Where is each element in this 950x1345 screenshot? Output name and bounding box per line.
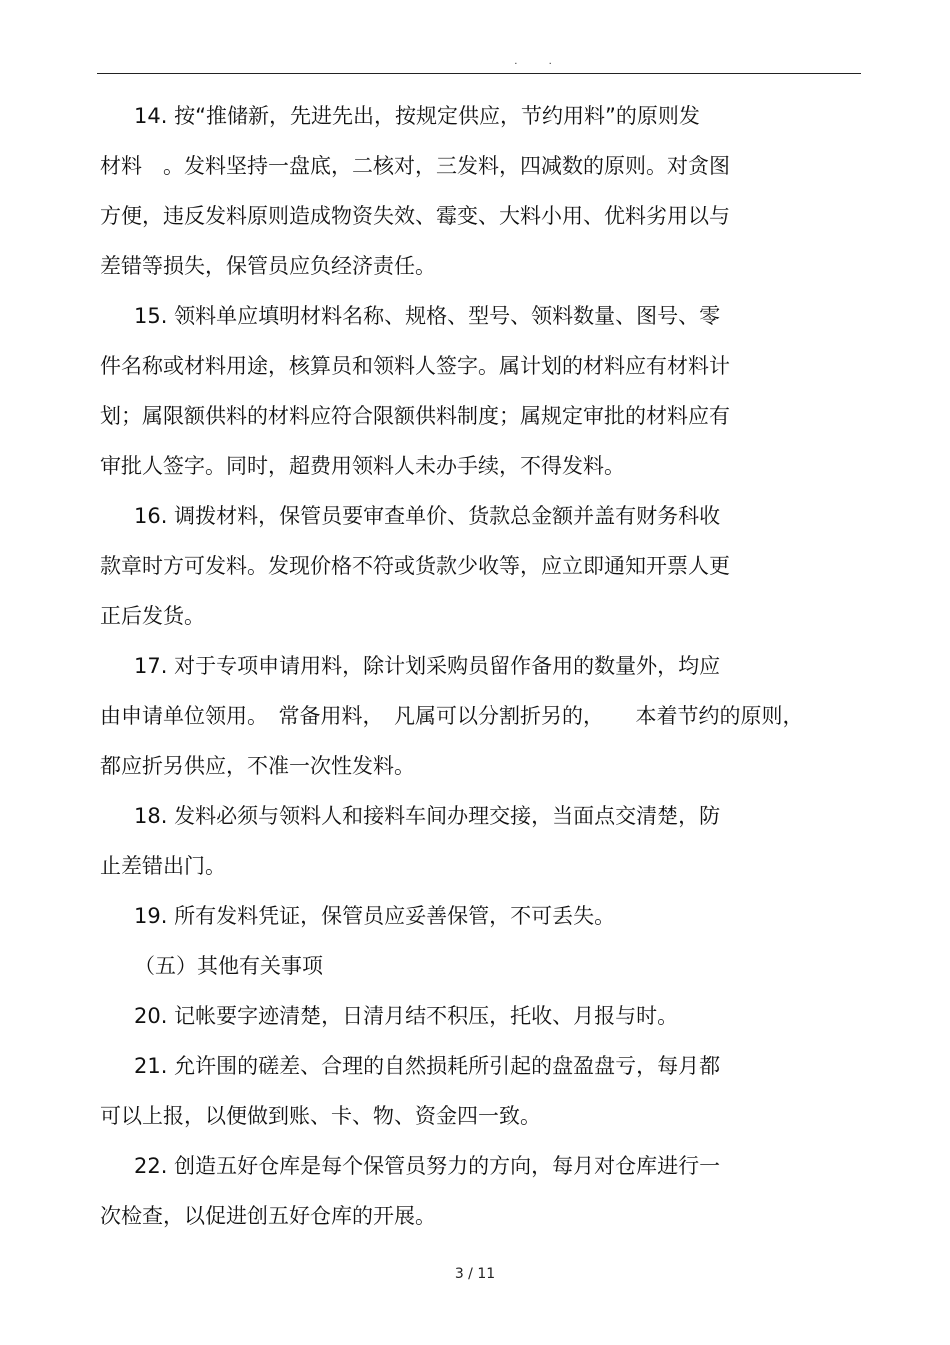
paragraph-16: [100, 497, 840, 647]
paragraph-19: [100, 897, 840, 947]
text-line: 审批人签字。同时，超费用领料人未办手续，不得发料。: [100, 454, 625, 478]
header-divider: [97, 73, 861, 74]
text-line: 止差错出门。: [100, 854, 226, 878]
text-line: 款章时方可发料。发现价格不符或货款少收等，应立即通知开票人更: [100, 554, 730, 578]
paragraph-15: [100, 297, 840, 497]
text-line: 件名称或材料用途，核算员和领料人签字。属计划的材料应有材料计: [100, 354, 730, 378]
text-line: 次检查，以促进创五好仓库的开展。: [100, 1204, 436, 1228]
paragraph-22: [100, 1147, 840, 1247]
text-line: 18. 发料必须与领料人和接料车间办理交接，当面点交清楚，防: [134, 804, 721, 828]
text-line: 17. 对于专项申请用料，除计划采购员留作备用的数量外，均应: [134, 654, 721, 678]
paragraph-21: [100, 1047, 840, 1147]
text-line: 由申请单位领用。 常备用料， 凡属可以分割折另的， 本着节约的原则，: [100, 704, 804, 728]
section-heading: （五）其他有关事项: [134, 954, 323, 978]
paragraph-20: [100, 997, 840, 1047]
section-heading-5: [100, 947, 840, 997]
text-line: 材料 。发料坚持一盘底，二核对，三发料，四减数的原则。对贪图: [100, 154, 730, 178]
text-line: 方便，违反发料原则造成物资失效、霉变、大料小用、优料劣用以与: [100, 204, 730, 228]
text-line: 22. 创造五好仓库是每个保管员努力的方向，每月对仓库进行一: [134, 1154, 721, 1178]
text-line: 21. 允许围的磋差、合理的自然损耗所引起的盘盈盘亏，每月都: [134, 1054, 721, 1078]
text-line: 可以上报，以便做到账、卡、物、资金四一致。: [100, 1104, 541, 1128]
paragraph-14: [100, 97, 840, 297]
text-line: 划；属限额供料的材料应符合限额供料制度；属规定审批的材料应有: [100, 404, 730, 428]
header-dots: . .: [514, 56, 566, 67]
text-line: 都应折另供应，不准一次性发料。: [100, 754, 415, 778]
text-line: 14. 按“推储新，先进先出，按规定供应，节约用料”的原则发: [134, 104, 700, 128]
document-body: [100, 97, 840, 1247]
text-line: 差错等损失，保管员应负经济责任。: [100, 254, 436, 278]
text-line: 19. 所有发料凭证，保管员应妥善保管，不可丢失。: [134, 904, 616, 928]
text-line: 15. 领料单应填明材料名称、规格、型号、领料数量、图号、零: [134, 304, 721, 328]
text-line: 正后发货。: [100, 604, 205, 628]
page-number: 3 / 11: [454, 1266, 496, 1282]
text-line: 16. 调拨材料，保管员要审查单价、货款总金额并盖有财务科收: [134, 504, 721, 528]
paragraph-18: [100, 797, 840, 897]
text-line: 20. 记帐要字迹清楚，日清月结不积压，托收、月报与时。: [134, 1004, 679, 1028]
paragraph-17: [100, 647, 840, 797]
